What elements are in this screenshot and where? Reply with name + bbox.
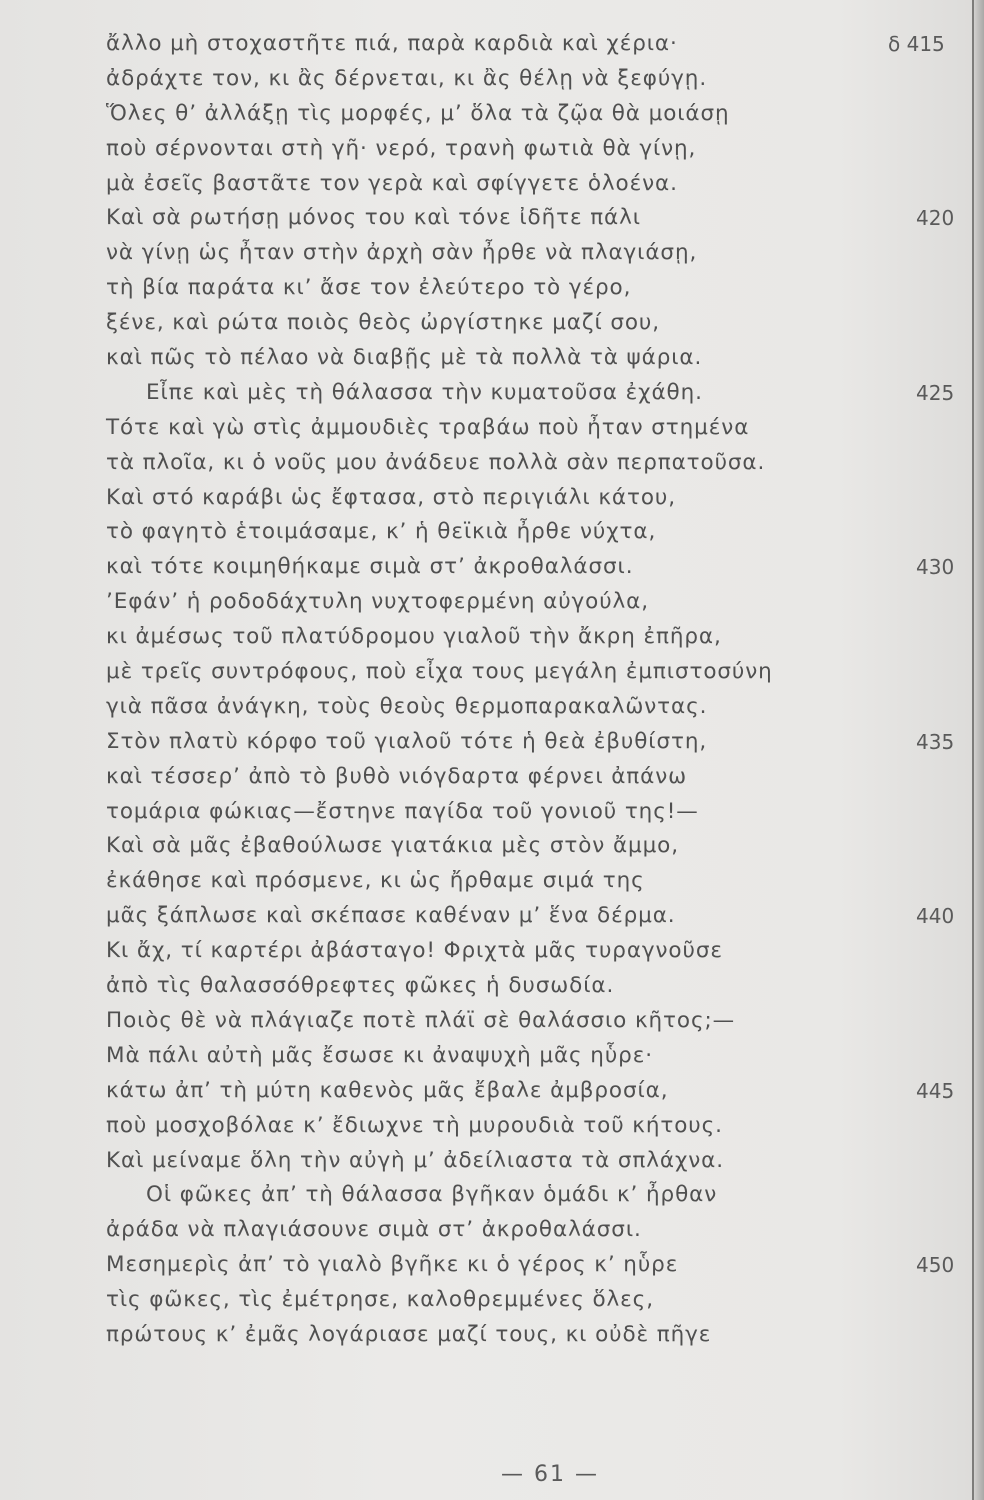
page-number: — 61 —	[501, 1462, 599, 1487]
line-number: 430	[916, 555, 955, 580]
verse-line	[0, 196, 984, 231]
verse-line	[0, 301, 984, 336]
line-number: 445	[916, 1078, 955, 1103]
verse-line	[0, 999, 984, 1034]
verse-line	[0, 266, 984, 301]
verse-line	[0, 650, 984, 685]
line-number: 440	[916, 904, 955, 929]
verse-text: νὰ γίνῃ ὡς ἦταν στὴν ἀρχὴ σὰν ἦρθε νὰ πλαγιάσῃ,	[106, 240, 698, 266]
verse-line	[0, 964, 984, 999]
verse-line	[0, 685, 984, 720]
line-number: 450	[916, 1253, 955, 1278]
verse-line	[0, 580, 984, 615]
verse-line	[0, 545, 984, 580]
verse-line	[0, 127, 984, 162]
verse-line	[0, 162, 984, 197]
verse-text: Στὸν πλατὺ κόρφο τοῦ γιαλοῦ τότε ἡ θεὰ ἐβυθίστη,	[106, 728, 708, 754]
verse-text: τὸ φαγητὸ ἑτοιμάσαμε, κ’ ἡ θεϊκιὰ ἦρθε νύχτα,	[106, 519, 657, 545]
verse-text: γιὰ πᾶσα ἀνάγκη, τοὺς θεοὺς θερμοπαρακαλῶντας.	[106, 693, 708, 719]
verse-line	[0, 1208, 984, 1243]
verse-line	[0, 1104, 984, 1139]
verse-line	[0, 894, 984, 929]
verse-line	[0, 615, 984, 650]
verse-line	[0, 1139, 984, 1174]
verse-text: καὶ τότε κοιμηθήκαμε σιμὰ στ’ ἀκροθαλάσσι.	[106, 554, 634, 580]
verse-text: κάτω ἀπ’ τὴ μύτη καθενὸς μᾶς ἔβαλε ἀμβροσία,	[106, 1077, 669, 1103]
verse-text: ἄλλο μὴ στοχαστῆτε πιά, παρὰ καρδιὰ καὶ χέρια·	[106, 31, 678, 56]
verse-line	[0, 476, 984, 511]
verse-line	[0, 92, 984, 127]
verse-line	[0, 790, 984, 825]
verse-text: Ποιὸς θὲ νὰ πλάγιαζε ποτὲ πλάϊ σὲ θαλάσσιο κῆτος;—	[106, 1007, 736, 1033]
verse-line	[0, 441, 984, 476]
verse-text: Οἱ φῶκες ἀπ’ τὴ θάλασσα βγῆκαν ὁμάδι κ’ ἦρθαν	[146, 1182, 718, 1208]
verse-text: Καὶ μείναμε ὅλη τὴν αὐγὴ μ’ ἀδείλιαστα τὰ σπλάχνα.	[106, 1147, 724, 1173]
verse-line	[0, 510, 984, 545]
verse-text: μὰ ἐσεῖς βαστᾶτε τον γερὰ καὶ σφίγγετε ὁλοένα.	[106, 170, 678, 196]
verse-line	[0, 336, 984, 371]
verse-line	[0, 755, 984, 790]
line-number: 420	[916, 206, 955, 231]
verse-text: Καὶ σὰ μᾶς ἐβαθούλωσε γιατάκια μὲς στὸν ἄμμο,	[106, 833, 679, 859]
verse-text: μὲ τρεῖς συντρόφους, ποὺ εἶχα τους μεγάλη ἐμπιστοσύνη	[106, 659, 773, 685]
line-number: δ 415	[888, 32, 945, 56]
verse-line	[0, 929, 984, 964]
verse-line	[0, 1034, 984, 1069]
verse-line	[0, 1313, 984, 1348]
verse-text: πρώτους κ’ ἐμᾶς λογάριασε μαζί τους, κι οὐδὲ πῆγε	[106, 1321, 712, 1347]
verse-text: καὶ τέσσερ’ ἀπὸ τὸ βυθὸ νιόγδαρτα φέρνει ἀπάνω	[106, 763, 688, 789]
verse-text: Καὶ σὰ ρωτήσῃ μόνος του καὶ τόνε ἰδῆτε πάλι	[106, 205, 641, 231]
verse-text: Κι ἄχ, τί καρτέρι ἀβάσταγο! Φριχτὰ μᾶς τυραγνοῦσε	[106, 938, 723, 964]
page-footer	[0, 1462, 984, 1487]
verse-line	[0, 1069, 984, 1104]
line-number: 425	[916, 380, 955, 405]
verse-text: ’Εφάν’ ἡ ροδοδάχτυλη νυχτοφερμένη αὐγούλα,	[106, 589, 649, 615]
verse-text: ἐκάθησε καὶ πρόσμενε, κι ὡς ἤρθαμε σιμά της	[106, 868, 645, 894]
verse-line	[0, 720, 984, 755]
verse-text: Μεσημερὶς ἀπ’ τὸ γιαλὸ βγῆκε κι ὁ γέρος κ’ ηὗρε	[106, 1252, 679, 1278]
verse-text: καὶ πῶς τὸ πέλαο νὰ διαβῇς μὲ τὰ πολλὰ τὰ ψάρια.	[106, 345, 703, 371]
verse-line	[0, 57, 984, 92]
verse-line	[0, 22, 984, 57]
verse-line	[0, 371, 984, 406]
verse-line	[0, 1278, 984, 1313]
verse-text: ἀράδα νὰ πλαγιάσουνε σιμὰ στ’ ἀκροθαλάσσι.	[106, 1217, 642, 1243]
verse-text: ἀπὸ τὶς θαλασσόθρεφτες φῶκες ἡ δυσωδία.	[106, 973, 615, 999]
verse-text: τὰ πλοῖα, κι ὁ νοῦς μου ἀνάδευε πολλὰ σὰν περπατοῦσα.	[106, 449, 766, 475]
verse-text: τὶς φῶκες, τὶς ἐμέτρησε, καλοθρεμμένες ὅλες,	[106, 1287, 654, 1313]
verse-text: Ὅλες θ’ ἀλλάξῃ τὶς μορφές, μ’ ὅλα τὰ ζῷα θὰ μοιάσῃ	[106, 100, 730, 126]
verse-line	[0, 824, 984, 859]
verse-text: Εἶπε καὶ μὲς τὴ θάλασσα τὴν κυματοῦσα ἐχάθη.	[146, 379, 703, 405]
verse-text: ποὺ μοσχοβόλαε κ’ ἔδιωχνε τὴ μυρουδιὰ τοῦ κήτους.	[106, 1112, 723, 1138]
verse-text: τομάρια φώκιας—ἔστηνε παγίδα τοῦ γονιοῦ της!—	[106, 798, 699, 824]
verse-text: κι ἀμέσως τοῦ πλατύδρομου γιαλοῦ τὴν ἄκρη ἐπῆρα,	[106, 624, 722, 650]
verse-text: τὴ βία παράτα κι’ ἄσε τον ἐλεύτερο τὸ γέρο,	[106, 275, 632, 301]
line-number: 435	[916, 729, 955, 754]
verse-text: μᾶς ξάπλωσε καὶ σκέπασε καθέναν μ’ ἕνα δέρμα.	[106, 903, 676, 929]
verse-text: ἀδράχτε τον, κι ἂς δέρνεται, κι ἂς θέλῃ νὰ ξεφύγῃ.	[106, 65, 708, 91]
verse-block	[0, 22, 984, 1348]
verse-text: Καὶ στό καράβι ὡς ἔφτασα, στὸ περιγιάλι κάτου,	[106, 484, 676, 510]
verse-line	[0, 1243, 984, 1278]
verse-line	[0, 1173, 984, 1208]
verse-line	[0, 406, 984, 441]
verse-line	[0, 231, 984, 266]
verse-text: ποὺ σέρνονται στὴ γῆ· νερό, τρανὴ φωτιὰ θὰ γίνῃ,	[106, 135, 697, 161]
verse-text: Μὰ πάλι αὐτὴ μᾶς ἔσωσε κι ἀναψυχὴ μᾶς ηὗρε·	[106, 1042, 653, 1068]
verse-text: ξένε, καὶ ρώτα ποιὸς θεὸς ὠργίστηκε μαζί σου,	[106, 310, 661, 336]
verse-line	[0, 859, 984, 894]
verse-text: Τότε καὶ γὼ στὶς ἀμμουδιὲς τραβάω ποὺ ἦταν στημένα	[106, 414, 750, 440]
